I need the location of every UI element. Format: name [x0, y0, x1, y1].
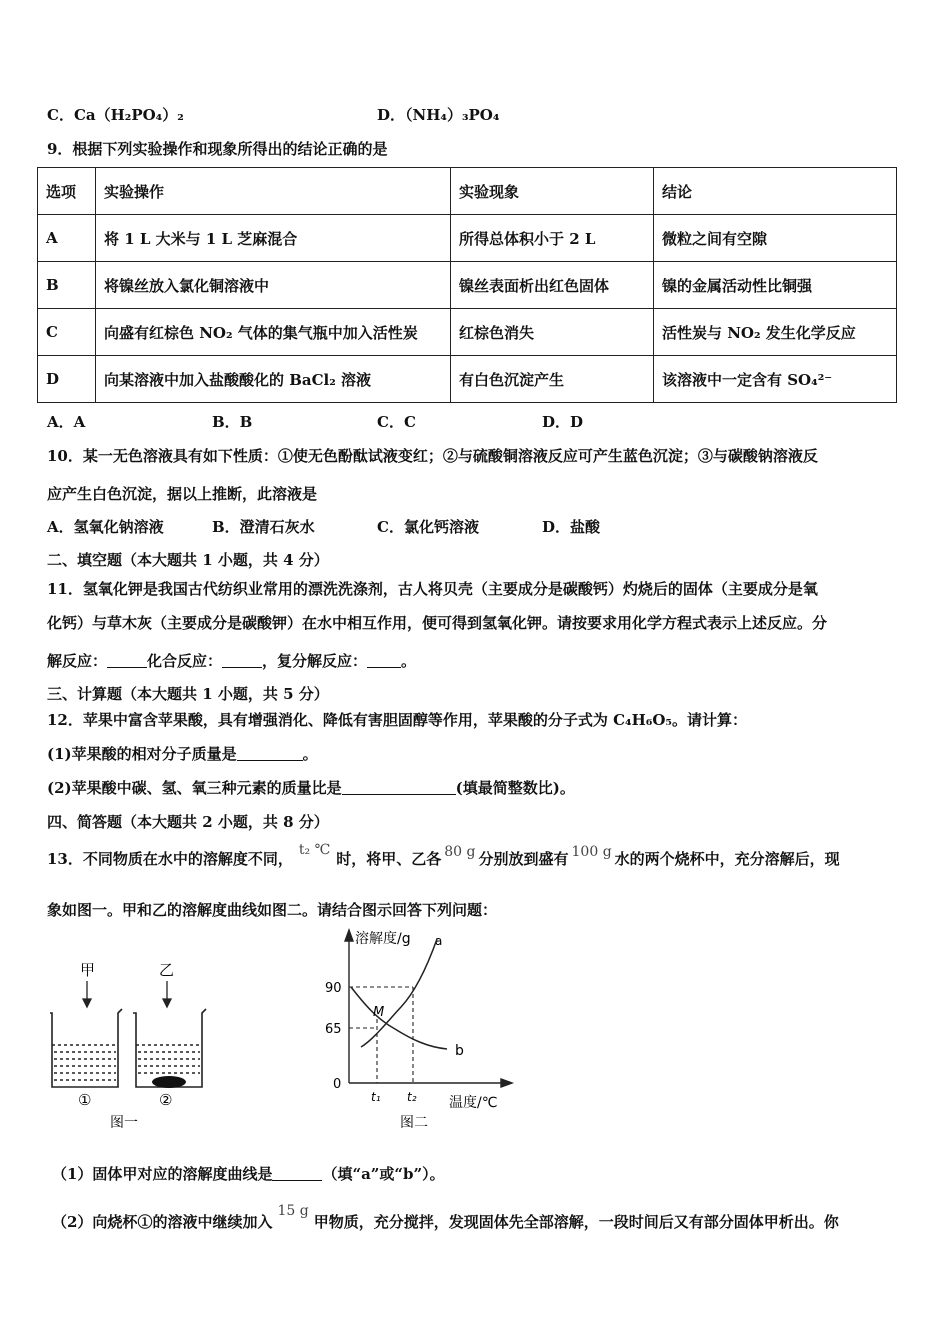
table-cell: 镍丝表面析出红色固体: [451, 262, 654, 309]
beaker-1: [50, 1009, 122, 1087]
table-cell: A: [38, 215, 96, 262]
table-cell: B: [38, 262, 96, 309]
q12-sub2: [47, 777, 575, 798]
table-cell: 有白色沉淀产生: [451, 356, 654, 403]
q9-option-d: D．D: [542, 413, 584, 431]
tick-t2: t₂: [407, 1090, 417, 1104]
x-axis-label: 温度/℃: [449, 1095, 498, 1111]
q11-line3: [47, 650, 416, 671]
q13-l1-c: 分别放到盛有: [478, 850, 569, 868]
table-row: [38, 262, 897, 309]
tick-origin: 0: [333, 1077, 342, 1092]
section-heading-calc: 三、计算题（本大题共 1 小题，共 5 分）: [47, 685, 329, 703]
beaker-1-label: ①: [78, 1091, 92, 1109]
q13-t2: t₂ ℃: [298, 842, 331, 858]
q12-sub1: [47, 743, 318, 764]
q13-mass80: 80 g: [444, 844, 476, 860]
q13-l1-b: 时，将甲、乙各: [336, 850, 442, 868]
table-cell: 红棕色消失: [451, 309, 654, 356]
answer-blank[interactable]: [107, 653, 147, 668]
q10-line1: 10．某一无色溶液具有如下性质：①使无色酚酞试液变红；②与硫酸铜溶液反应可产生蓝色沉淀；③与碳酸钠溶液反: [47, 447, 818, 465]
q12-sub1-end: 。: [302, 745, 318, 763]
q9-option-a: A．A: [47, 413, 86, 431]
label-yi: 乙: [159, 961, 175, 979]
table-header: 结论: [654, 168, 897, 215]
answer-blank[interactable]: [342, 780, 456, 795]
table-cell: 微粒之间有空隙: [654, 215, 897, 262]
table-row: [38, 215, 897, 262]
q13-l1-a: 13．不同物质在水中的溶解度不同，: [47, 850, 293, 868]
q13-sub2: [52, 1203, 839, 1232]
table-cell: C: [38, 309, 96, 356]
table-cell: 将镍丝放入氯化铜溶液中: [96, 262, 451, 309]
table-header: 选项: [38, 168, 96, 215]
table-cell: D: [38, 356, 96, 403]
q8-option-c: C．Ca（H₂PO₄）₂: [47, 106, 184, 124]
beaker-2: [133, 1009, 206, 1087]
table-cell: 活性炭与 NO₂ 发生化学反应: [654, 309, 897, 356]
q11-double-decomposition-label: ，复分解反应：: [262, 652, 368, 670]
q12-sub1-text: (1)苹果酸的相对分子质量是: [47, 745, 237, 763]
section-heading-fill-in: 二、填空题（本大题共 1 小题，共 4 分）: [47, 551, 329, 569]
point-m-label: M: [373, 1005, 385, 1020]
q11-end: 。: [401, 652, 417, 670]
q10-option-b: B．澄清石灰水: [212, 518, 315, 536]
table-header: 实验操作: [96, 168, 451, 215]
q12-line1: 12．苹果中富含苹果酸，具有增强消化、降低有害胆固醇等作用，苹果酸的分子式为 C₄H₆O₅。请计算：: [47, 711, 747, 729]
q12-sub2-text: (2)苹果酸中碳、氢、氧三种元素的质量比是: [47, 779, 342, 797]
q13-sub2-text: （2）向烧杯①的溶液中继续加入: [52, 1213, 273, 1231]
beaker-2-label: ②: [159, 1091, 173, 1109]
q13-sub1: [52, 1163, 445, 1184]
answer-blank[interactable]: [272, 1166, 322, 1181]
q10-option-a: A．氢氧化钠溶液: [47, 518, 164, 536]
q11-decomposition-label: 解反应：: [47, 652, 108, 670]
table-row: [38, 356, 897, 403]
table-row: [38, 309, 897, 356]
tick-90: 90: [325, 981, 342, 996]
q13-mass15: 15 g: [277, 1203, 309, 1219]
q13-sub1-end: （填“a”或“b”）。: [322, 1165, 445, 1183]
arrow-down-icon: [83, 981, 91, 1007]
figure-1-caption: 图一: [110, 1115, 138, 1131]
answer-blank[interactable]: [222, 653, 262, 668]
q10-line2: 应产生白色沉淀，据以上推断，此溶液是: [47, 485, 318, 503]
table-cell: 向盛有红棕色 NO₂ 气体的集气瓶中加入活性炭: [96, 309, 451, 356]
q13-sub2-end: 甲物质，充分搅拌，发现固体先全部溶解，一段时间后又有部分固体甲析出。你: [313, 1213, 839, 1231]
curve-a-label: a: [435, 934, 443, 948]
curve-b-label: b: [455, 1043, 464, 1059]
q10-option-c: C．氯化钙溶液: [377, 518, 479, 536]
q13-line1: [47, 842, 840, 869]
q13-mass100: 100 g: [571, 844, 612, 860]
table-cell: 向某溶液中加入盐酸酸化的 BaCl₂ 溶液: [96, 356, 451, 403]
q9-table: [37, 167, 897, 403]
q13-line2: 象如图一。甲和乙的溶解度曲线如图二。请结合图示回答下列问题：: [47, 901, 498, 919]
table-cell: 该溶液中一定含有 SO₄²⁻: [654, 356, 897, 403]
section-heading-short-answer: 四、简答题（本大题共 2 小题，共 8 分）: [47, 813, 329, 831]
figure-solubility-curves: [315, 925, 535, 1135]
q10-option-d: D．盐酸: [542, 518, 601, 536]
curve-b: [351, 987, 447, 1049]
q8-option-d: D．（NH₄）₃PO₄: [377, 106, 500, 124]
q13-sub1-text: （1）固体甲对应的溶解度曲线是: [52, 1165, 273, 1183]
figure-beakers: [40, 955, 220, 1135]
table-header: 实验现象: [451, 168, 654, 215]
tick-t1: t₁: [371, 1090, 381, 1104]
table-cell: 所得总体积小于 2 L: [451, 215, 654, 262]
table-header-row: [38, 168, 897, 215]
q9-option-c: C．C: [377, 413, 416, 431]
tick-65: 65: [325, 1022, 342, 1037]
q11-line1: 11．氢氧化钾是我国古代纺织业常用的漂洗洗涤剂，古人将贝壳（主要成分是碳酸钙）灼烧后的固体（主要成分是氧: [47, 580, 818, 598]
q11-combination-label: 化合反应：: [147, 652, 223, 670]
label-jia: 甲: [80, 961, 96, 979]
table-cell: 将 1 L 大米与 1 L 芝麻混合: [96, 215, 451, 262]
q11-line2: 化钙）与草木灰（主要成分是碳酸钾）在水中相互作用，便可得到氢氧化钾。请按要求用化学方程式表示上述反应。分: [47, 614, 828, 632]
undissolved-solid: [152, 1076, 186, 1088]
answer-blank[interactable]: [367, 653, 401, 668]
y-axis-label: 溶解度/g: [355, 931, 411, 947]
arrow-down-icon: [163, 981, 171, 1007]
q9-option-b: B．B: [212, 413, 253, 431]
answer-blank[interactable]: [237, 746, 303, 761]
q13-l1-d: 水的两个烧杯中，充分溶解后，现: [614, 850, 840, 868]
figure-2-caption: 图二: [400, 1115, 428, 1131]
q12-sub2-end: (填最简整数比)。: [455, 779, 575, 797]
q9-stem: 9．根据下列实验操作和现象所得出的结论正确的是: [47, 140, 388, 158]
table-cell: 镍的金属活动性比铜强: [654, 262, 897, 309]
